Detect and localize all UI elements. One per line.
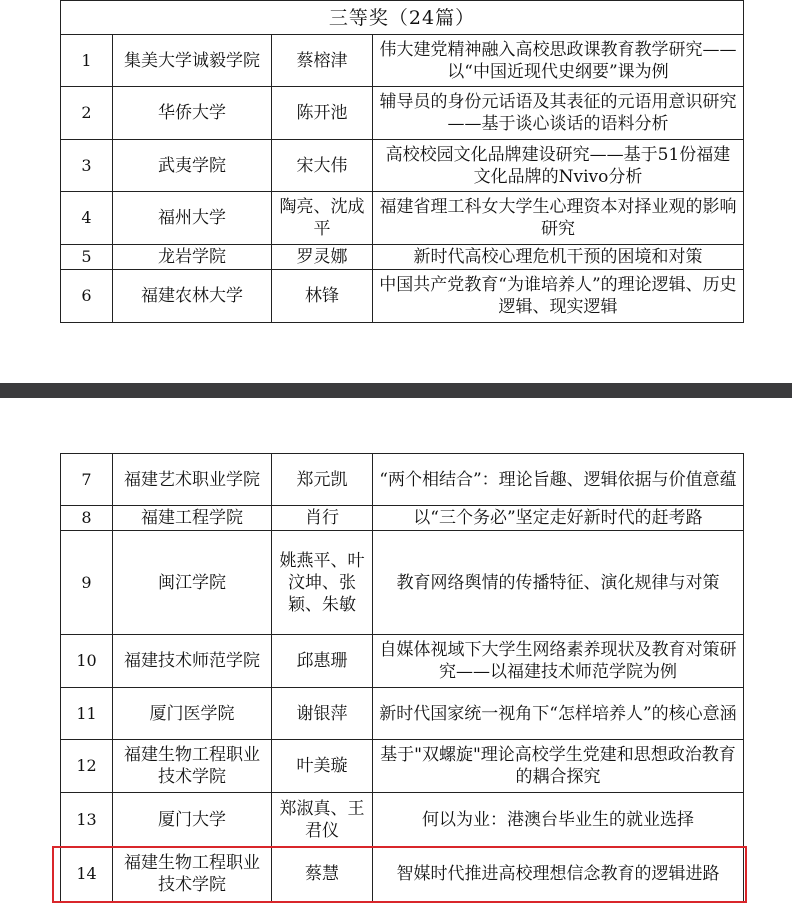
row-number: 6 [61, 270, 113, 323]
section-title: 三等奖（24篇） [61, 1, 744, 35]
row-number: 11 [61, 688, 113, 740]
paper-title-cell: 以“三个务必”坚定走好新时代的赶考路 [373, 506, 744, 531]
paper-title-cell: 教育网络舆情的传播特征、演化规律与对策 [373, 531, 744, 635]
table-row [61, 506, 744, 531]
row-number: 1 [61, 35, 113, 87]
author-cell: 姚燕平、叶汶坤、张颖、朱敏 [272, 531, 373, 635]
paper-title-cell: 何以为业：港澳台毕业生的就业选择 [373, 793, 744, 847]
author-cell: 郑元凯 [272, 454, 373, 506]
school-cell: 厦门大学 [113, 793, 272, 847]
author-cell: 邱惠珊 [272, 635, 373, 688]
author-cell: 宋大伟 [272, 140, 373, 192]
paper-title-cell: 基于"双螺旋"理论高校学生党建和思想政治教育的耦合探究 [373, 740, 744, 793]
school-cell: 集美大学诚毅学院 [113, 35, 272, 87]
table-row [61, 635, 744, 688]
school-cell: 福建艺术职业学院 [113, 454, 272, 506]
table-row [61, 793, 744, 847]
row-number: 12 [61, 740, 113, 793]
row-number: 3 [61, 140, 113, 192]
highlight-box [52, 846, 747, 903]
author-cell: 蔡榕津 [272, 35, 373, 87]
row-number: 2 [61, 87, 113, 140]
author-cell: 陶亮、沈成平 [272, 192, 373, 245]
row-number: 8 [61, 506, 113, 531]
paper-title-cell: 高校校园文化品牌建设研究——基于51份福建文化品牌的Nvivo分析 [373, 140, 744, 192]
table-row [61, 87, 744, 140]
row-number: 4 [61, 192, 113, 245]
school-cell: 龙岩学院 [113, 245, 272, 270]
school-cell: 福建生物工程职业技术学院 [113, 740, 272, 793]
school-cell: 厦门医学院 [113, 688, 272, 740]
paper-title-cell: “两个相结合”：理论旨趣、逻辑依据与价值意蕴 [373, 454, 744, 506]
author-cell: 陈开池 [272, 87, 373, 140]
paper-title-cell: 伟大建党精神融入高校思政课教育教学研究——以“中国近现代史纲要”课为例 [373, 35, 744, 87]
paper-title-cell: 智媒时代推进高校理想信念教育的逻辑进路 [373, 847, 744, 902]
school-cell: 福州大学 [113, 192, 272, 245]
row-number: 10 [61, 635, 113, 688]
table-row [61, 245, 744, 270]
paper-title-cell: 辅导员的身份元话语及其表征的元语用意识研究 ——基于谈心谈话的语料分析 [373, 87, 744, 140]
table-row [61, 454, 744, 506]
row-number: 7 [61, 454, 113, 506]
school-cell: 福建生物工程职业技术学院 [113, 847, 272, 902]
school-cell: 福建工程学院 [113, 506, 272, 531]
table-row [61, 740, 744, 793]
row-number: 9 [61, 531, 113, 635]
table-row [61, 270, 744, 323]
author-cell: 叶美璇 [272, 740, 373, 793]
paper-title-cell: 中国共产党教育“为谁培养人”的理论逻辑、历史逻辑、现实逻辑 [373, 270, 744, 323]
paper-title-cell: 自媒体视域下大学生网络素养现状及教育对策研究——以福建技术师范学院为例 [373, 635, 744, 688]
school-cell: 福建农林大学 [113, 270, 272, 323]
table-row [61, 531, 744, 635]
row-number: 14 [61, 847, 113, 902]
author-cell: 肖行 [272, 506, 373, 531]
table-row [61, 140, 744, 192]
school-cell: 华侨大学 [113, 87, 272, 140]
row-number: 13 [61, 793, 113, 847]
table-row [61, 688, 744, 740]
author-cell: 蔡慧 [272, 847, 373, 902]
paper-title-cell: 新时代国家统一视角下“怎样培养人”的核心意涵 [373, 688, 744, 740]
paper-title-cell: 新时代高校心理危机干预的困境和对策 [373, 245, 744, 270]
paper-title-cell: 福建省理工科女大学生心理资本对择业观的影响研究 [373, 192, 744, 245]
row-number: 5 [61, 245, 113, 270]
page-separator [0, 383, 792, 398]
author-cell: 谢银萍 [272, 688, 373, 740]
table-row [61, 192, 744, 245]
school-cell: 福建技术师范学院 [113, 635, 272, 688]
author-cell: 罗灵娜 [272, 245, 373, 270]
author-cell: 郑淑真、王君仪 [272, 793, 373, 847]
awards-table-top [60, 0, 744, 323]
author-cell: 林锋 [272, 270, 373, 323]
awards-table-bottom [60, 453, 744, 902]
school-cell: 闽江学院 [113, 531, 272, 635]
school-cell: 武夷学院 [113, 140, 272, 192]
table-row [61, 35, 744, 87]
